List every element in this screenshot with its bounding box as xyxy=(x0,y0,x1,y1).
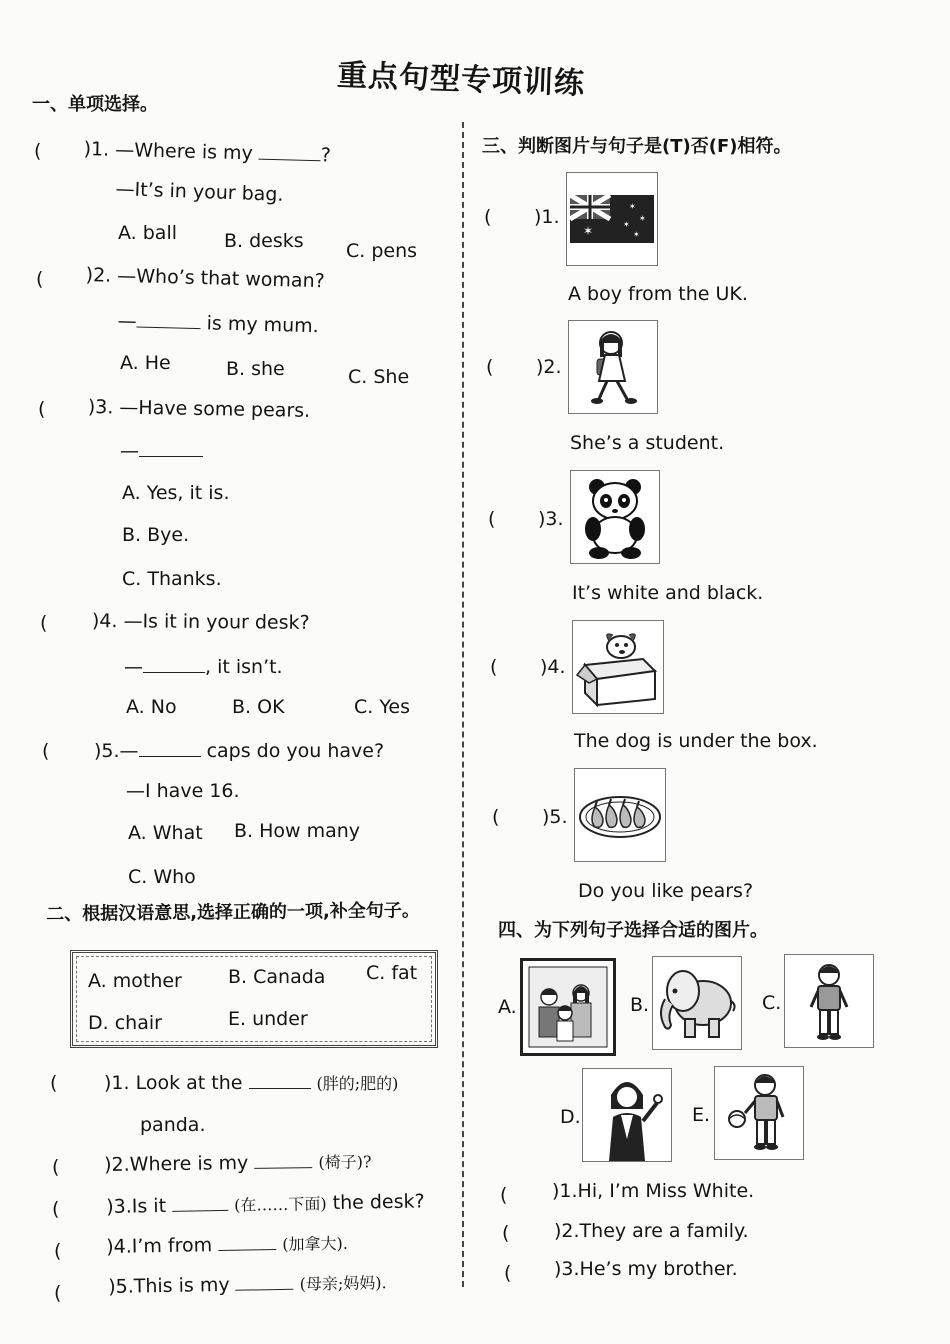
answer-blank[interactable] xyxy=(143,654,205,673)
answer-blank[interactable] xyxy=(139,438,203,457)
answer-paren-open: ( xyxy=(500,1184,508,1206)
section4-heading: 四、为下列句子选择合适的图片。 xyxy=(498,920,768,941)
svg-text:✶: ✶ xyxy=(583,224,594,238)
answer-paren-open: ( xyxy=(54,1282,62,1304)
australia-flag-picture xyxy=(566,172,658,266)
question-suffix: ? xyxy=(320,144,332,167)
question-text: —Is it in your desk? xyxy=(123,610,310,634)
answer-line: — xyxy=(120,438,203,462)
question-number: )2. xyxy=(85,264,112,287)
word-option-c: C. fat xyxy=(366,962,418,984)
picture-label: E. xyxy=(692,1104,711,1126)
option-b: B. OK xyxy=(232,696,285,718)
item-number: )3. xyxy=(554,1258,580,1280)
fill-item-5: )5.This is my (母亲;妈妈). xyxy=(108,1269,387,1298)
flag-icon xyxy=(567,173,657,265)
chinese-hint: (胖的;肥的) xyxy=(316,1074,399,1093)
answer-paren-open: ( xyxy=(488,508,496,530)
question-2 xyxy=(85,264,325,292)
question-suffix: caps do you have? xyxy=(206,740,385,762)
option-c: C. Yes xyxy=(354,696,411,718)
match-item-3: )3.He’s my brother. xyxy=(554,1258,738,1280)
question-text: —Where is my xyxy=(114,138,254,165)
chinese-hint: (在……下面) xyxy=(233,1194,327,1215)
option-c: C. Thanks. xyxy=(122,568,222,590)
word-option-e: E. under xyxy=(228,1008,308,1030)
option-c: C. Who xyxy=(128,866,196,888)
elephant-icon xyxy=(653,957,741,1049)
boy-with-ball-picture xyxy=(714,1066,804,1160)
answer-blank[interactable] xyxy=(249,1070,311,1089)
item-number: )5. xyxy=(542,806,568,828)
picture-label: C. xyxy=(762,992,782,1014)
option-a: A. ball xyxy=(118,222,178,244)
answer-paren-open: ( xyxy=(50,1072,58,1094)
fill-item-2: )2.Where is my (椅子)? xyxy=(104,1148,372,1176)
answer-paren-open: ( xyxy=(490,656,498,678)
statement-sentence: Do you like pears? xyxy=(578,880,754,902)
girl-icon xyxy=(569,321,657,413)
girl-with-backpack-picture xyxy=(568,320,658,414)
svg-text:✶: ✶ xyxy=(623,220,630,229)
statement-sentence: She’s a student. xyxy=(570,432,725,454)
chinese-hint: (加拿大). xyxy=(282,1233,349,1254)
plate-of-pears-picture xyxy=(574,768,666,862)
question-3 xyxy=(88,396,311,422)
answer-blank[interactable] xyxy=(139,738,201,757)
picture-label: A. xyxy=(498,996,517,1018)
question-text: —Who’s that woman? xyxy=(117,264,326,293)
answer-line: — , it isn’t. xyxy=(124,656,283,678)
match-item-1: )1.Hi, I’m Miss White. xyxy=(552,1180,755,1202)
item-number: )4. xyxy=(540,656,566,678)
answer-paren-open: ( xyxy=(492,806,500,828)
item-number: )1. xyxy=(552,1180,578,1202)
statement-sentence: A boy from the UK. xyxy=(568,283,748,305)
option-a: A. He xyxy=(120,352,171,374)
option-a: A. Yes, it is. xyxy=(122,482,230,504)
page-title: 重点句型专项训练 xyxy=(336,57,586,102)
section3-heading: 三、判断图片与句子是(T)否(F)相符。 xyxy=(482,136,792,157)
option-b: B. How many xyxy=(234,820,361,842)
svg-text:✶: ✶ xyxy=(639,214,646,223)
answer-blank[interactable] xyxy=(235,1271,293,1291)
woman-waving-picture xyxy=(582,1068,672,1162)
item-number: )1. xyxy=(104,1072,130,1094)
boy-icon xyxy=(785,955,873,1047)
answer-paren-open: ( xyxy=(502,1222,510,1244)
answer-blank[interactable] xyxy=(172,1192,228,1212)
fill-item-1: )1. Look at the (胖的;肥的) xyxy=(104,1072,399,1094)
fill-item-continuation: panda. xyxy=(140,1114,206,1136)
item-number: )4. xyxy=(106,1235,132,1258)
item-number: )5. xyxy=(108,1275,134,1298)
question-5 xyxy=(94,738,384,762)
question-1 xyxy=(83,136,331,166)
chinese-hint: (椅子)? xyxy=(318,1152,372,1173)
answer-paren-open: ( xyxy=(42,740,50,762)
option-a: A. What xyxy=(128,822,203,844)
family-icon xyxy=(523,961,613,1053)
answer-paren-open: ( xyxy=(484,206,492,228)
panda-picture xyxy=(570,470,660,564)
pears-icon xyxy=(575,769,665,861)
answer-blank[interactable] xyxy=(218,1231,276,1251)
answer-paren-open: ( xyxy=(52,1156,60,1178)
question-number: )4. xyxy=(91,610,118,633)
option-b: B. desks xyxy=(224,230,304,252)
panda-icon xyxy=(571,471,659,563)
item-number: )3. xyxy=(538,508,564,530)
answer-line: —I have 16. xyxy=(126,780,240,802)
statement-sentence: It’s white and black. xyxy=(572,582,764,604)
dog-in-box-picture xyxy=(572,620,664,714)
item-number: )2. xyxy=(554,1220,580,1242)
answer-blank[interactable] xyxy=(254,1149,312,1169)
column-divider xyxy=(462,122,464,1287)
option-c: C. She xyxy=(348,366,410,388)
item-number: )2. xyxy=(536,356,562,378)
question-number: )1. xyxy=(83,137,110,161)
question-4 xyxy=(92,610,310,634)
question-number: )5. xyxy=(94,740,120,762)
answer-line: —It’s in your bag. xyxy=(115,178,284,206)
woman-icon xyxy=(583,1069,671,1161)
svg-text:✶: ✶ xyxy=(633,230,640,239)
item-number: )1. xyxy=(534,206,560,228)
picture-label: B. xyxy=(630,994,650,1016)
answer-paren-open: ( xyxy=(34,140,42,162)
word-option-a: A. mother xyxy=(88,970,182,992)
answer-paren-open: ( xyxy=(486,356,494,378)
item-number: )2. xyxy=(104,1153,130,1176)
boy-standing-picture xyxy=(784,954,874,1048)
answer-paren-open: ( xyxy=(52,1198,60,1220)
chinese-hint: (母亲;妈妈). xyxy=(299,1273,387,1294)
boy-ball-icon xyxy=(715,1067,803,1159)
section1-heading: 一、单项选择。 xyxy=(32,94,158,115)
answer-paren-open: ( xyxy=(40,612,48,634)
answer-paren-open: ( xyxy=(38,398,46,420)
option-c: C. pens xyxy=(346,240,418,262)
question-number: )3. xyxy=(87,396,114,419)
question-text: — xyxy=(119,740,139,762)
svg-text:✶: ✶ xyxy=(629,202,636,211)
answer-paren-open: ( xyxy=(36,268,44,290)
elephant-picture xyxy=(652,956,742,1050)
option-a: A. No xyxy=(126,696,177,718)
word-option-b: B. Canada xyxy=(228,966,326,988)
statement-sentence: The dog is under the box. xyxy=(574,730,818,752)
word-option-d: D. chair xyxy=(88,1012,162,1034)
answer-paren-open: ( xyxy=(54,1240,62,1262)
fill-item-4: )4.I’m from (加拿大). xyxy=(106,1230,348,1258)
fill-item-3: )3.Is it (在……下面) the desk? xyxy=(106,1190,425,1218)
answer-blank[interactable] xyxy=(136,308,200,329)
dog-box-icon xyxy=(573,621,663,713)
family-photo-picture xyxy=(520,958,616,1056)
option-b: B. she xyxy=(226,358,285,380)
answer-paren-open: ( xyxy=(504,1262,512,1284)
question-text: —Have some pears. xyxy=(119,396,311,422)
answer-blank[interactable] xyxy=(259,141,321,162)
option-b: B. Bye. xyxy=(122,524,190,546)
answer-line: — is my mum. xyxy=(117,309,320,338)
match-item-2: )2.They are a family. xyxy=(554,1220,749,1242)
picture-label: D. xyxy=(560,1106,581,1128)
item-number: )3. xyxy=(106,1195,132,1218)
section2-heading: 二、根据汉语意思,选择正确的一项,补全句子。 xyxy=(46,900,420,925)
